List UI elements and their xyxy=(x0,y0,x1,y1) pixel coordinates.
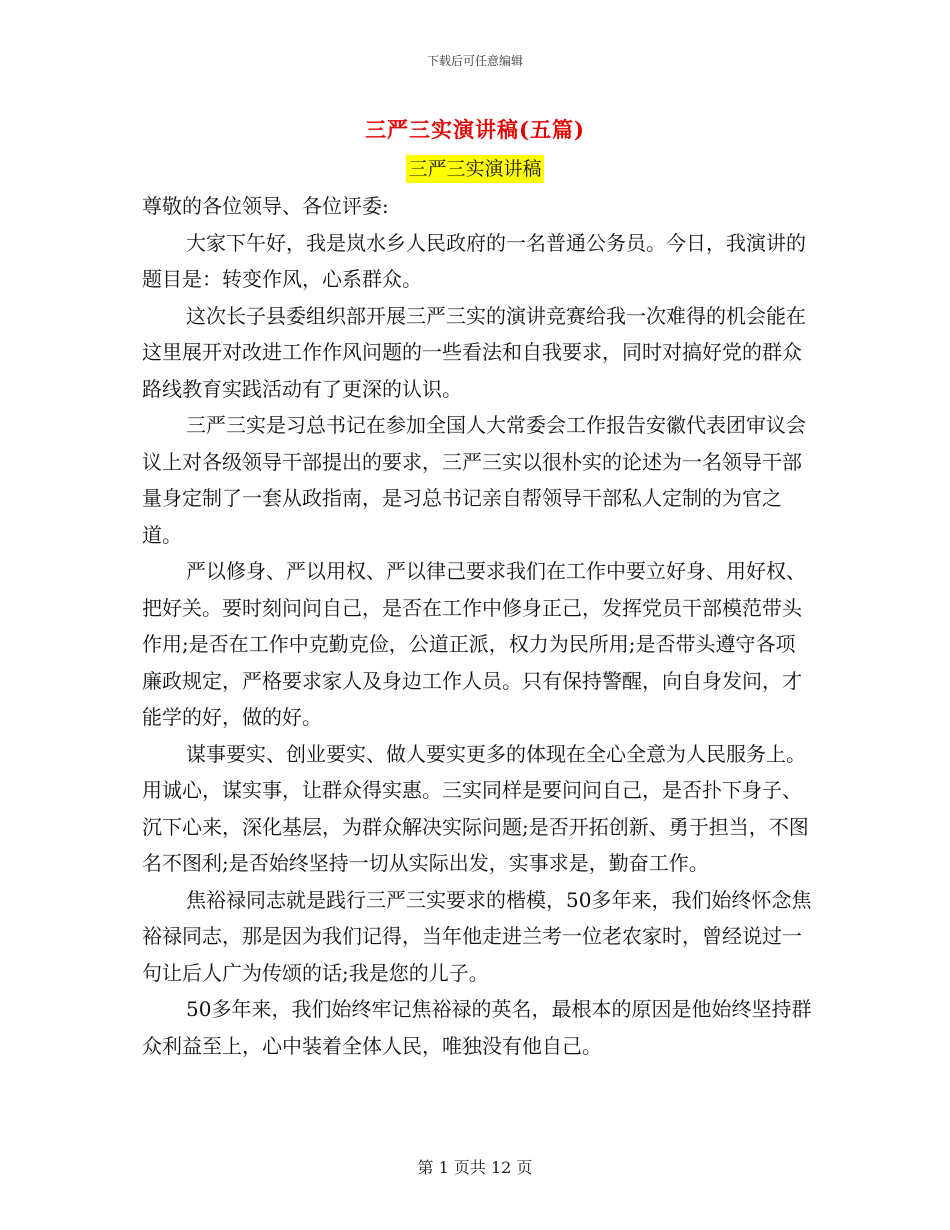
paragraph-3: 三严三实是习总书记在参加全国人大常委会工作报告安徽代表团审议会议上对各级领导干部提出的要求，三严三实以很朴实的论述为一名领导干部量身定制了一套从政指南，是习总书记亲自帮领导干部私人定制的为官之道。 xyxy=(142,413,806,547)
header-note: 下载后可任意编辑 xyxy=(426,54,523,68)
paragraph-5: 谋事要实、创业要实、做人要实更多的体现在全心全意为人民服务上。用诚心，谋实事，让群众得实惠。三实同样是要问问自己，是否扑下身子、沉下心来，深化基层，为群众解决实际问题;是否开拓创新、勇于担当，不图名不图利;是否始终坚持一切从实际出发，实事求是，勤奋工作。 xyxy=(142,741,809,875)
greeting: 尊敬的各位领导、各位评委: xyxy=(142,194,389,218)
paragraph-6: 焦裕禄同志就是践行三严三实要求的楷模，50多年来，我们始终怀念焦裕禄同志，那是因为我们记得，当年他走进兰考一位老农家时，曾经说过一句让后人广为传颂的话;我是您的儿子。 xyxy=(142,887,812,985)
document-title: 三严三实演讲稿(五篇) xyxy=(365,117,585,142)
document-subtitle: 三严三实演讲稿 xyxy=(406,155,543,183)
paragraph-1: 大家下午好，我是岚水乡人民政府的一名普通公务员。今日，我演讲的题目是：转变作风，心系群众。 xyxy=(142,230,806,291)
paragraph-7: 50多年来，我们始终牢记焦裕禄的英名，最根本的原因是他始终坚持群众利益至上，心中装着全体人民，唯独没有他自己。 xyxy=(142,997,812,1058)
subtitle-container xyxy=(0,155,950,183)
document-body xyxy=(142,188,812,1064)
paragraph-4: 严以修身、严以用权、严以律己要求我们在工作中要立好身、用好权、把好关。要时刻问问自己，是否在工作中修身正己，发挥党员干部模范带头作用;是否在工作中克勤克俭，公道正派，权力为民所用;是否带头遵守各项廉政规定，严格要求家人及身边工作人员。只有保持警醒，向自身发问，才能学的好，做的好。 xyxy=(142,559,806,729)
page-footer: 第 1 页共 12 页 xyxy=(417,1158,533,1177)
paragraph-2: 这次长子县委组织部开展三严三实的演讲竞赛给我一次难得的机会能在这里展开对改进工作作风问题的一些看法和自我要求，同时对搞好党的群众路线教育实践活动有了更深的认识。 xyxy=(142,303,806,401)
